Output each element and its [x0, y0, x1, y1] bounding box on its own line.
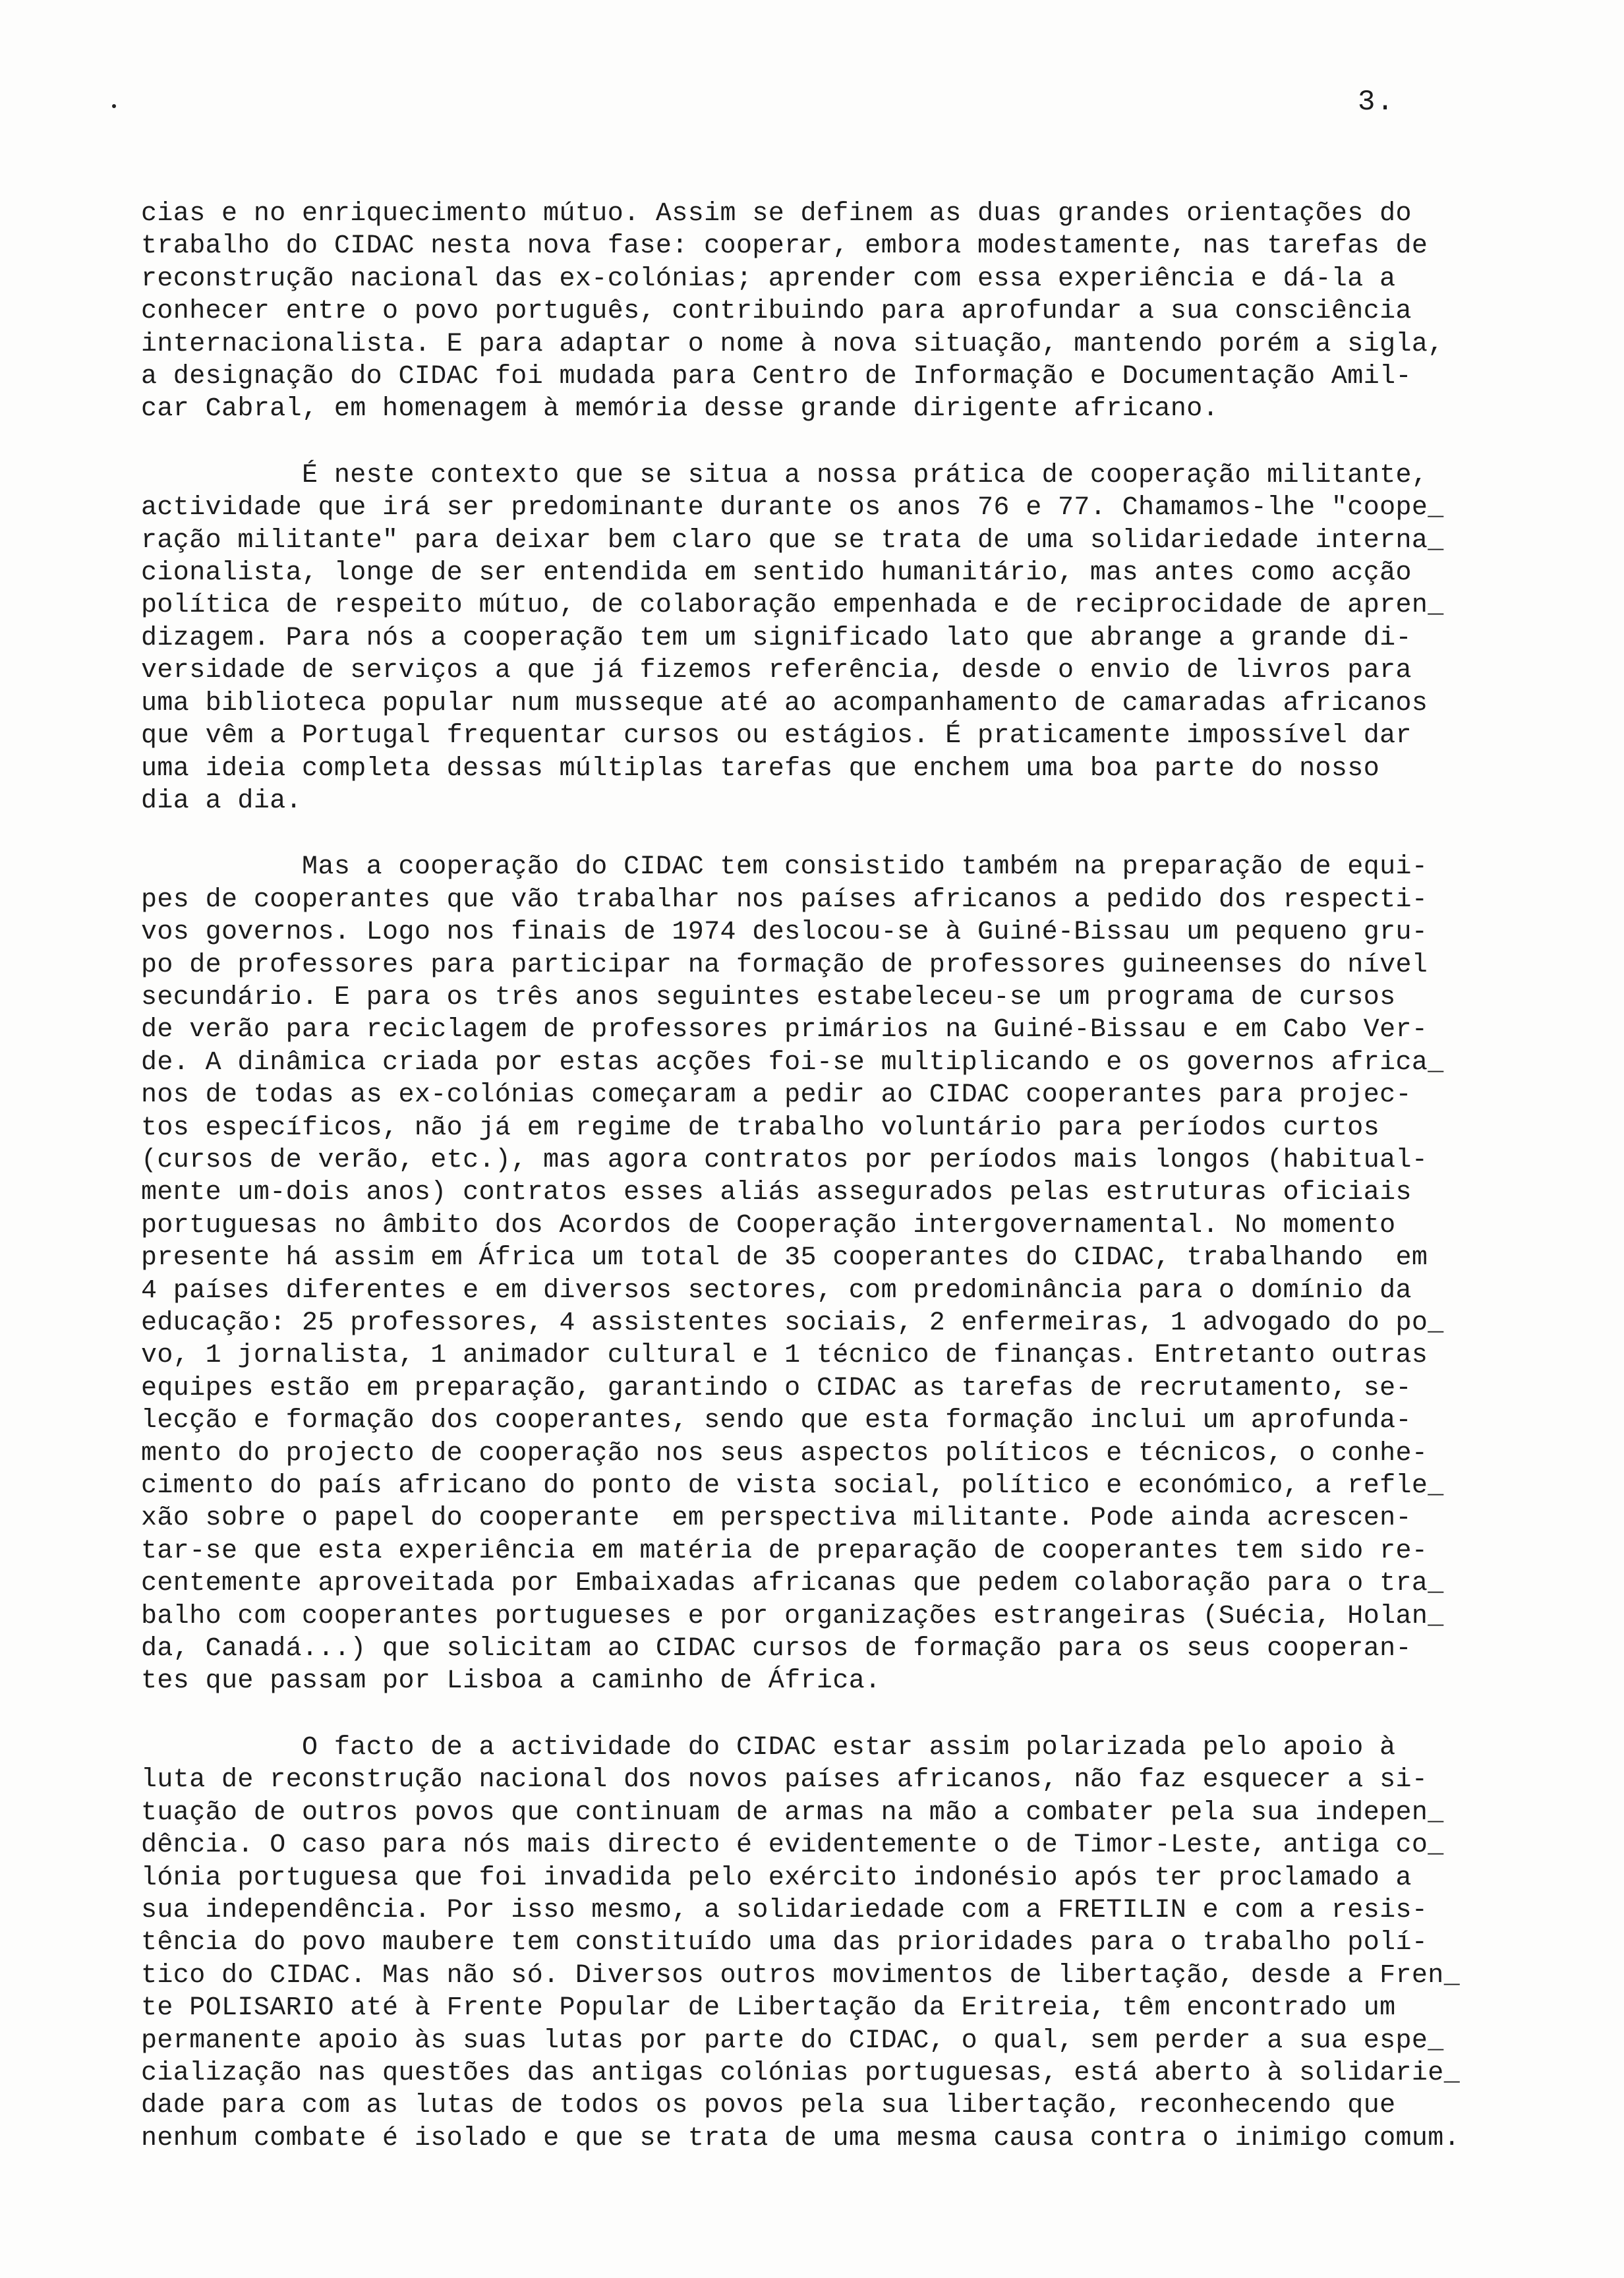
text-line: Mas a cooperação do CIDAC tem consistido também na preparação de equi-	[141, 852, 1428, 883]
text-line: tência do povo maubere tem constituído uma das prioridades para o trabalho polí-	[141, 1928, 1428, 1958]
text-line: lecção e formação dos cooperantes, sendo que esta formação inclui um aprofunda-	[141, 1406, 1412, 1436]
text-line: po de professores para participar na formação de professores guineenses do nível	[141, 950, 1428, 980]
text-line: tico do CIDAC. Mas não só. Diversos outros movimentos de libertação, desde a Fren_	[141, 1960, 1461, 1991]
text-line: de. A dinâmica criada por estas acções foi-se multiplicando e os governos africa_	[141, 1047, 1444, 1078]
text-line: mento do projecto de cooperação nos seus aspectos políticos e técnicos, o conhe-	[141, 1438, 1428, 1469]
text-line: É neste contexto que se situa a nossa prática de cooperação militante,	[141, 460, 1428, 490]
text-line: reconstrução nacional das ex-colónias; aprender com essa experiência e dá-la a	[141, 264, 1396, 294]
text-line: lónia portuguesa que foi invadida pelo exército indonésio após ter proclamado a	[141, 1863, 1412, 1893]
text-line: uma ideia completa dessas múltiplas tarefas que enchem uma boa parte do nosso	[141, 753, 1380, 784]
text-line: equipes estão em preparação, garantindo o CIDAC as tarefas de recrutamento, se-	[141, 1373, 1412, 1403]
text-line: nos de todas as ex-colónias começaram a pedir ao CIDAC cooperantes para projec-	[141, 1080, 1412, 1111]
text-line: sua independência. Por isso mesmo, a solidariedade com a FRETILIN e com a resis-	[141, 1895, 1428, 1925]
paragraph	[141, 459, 1505, 817]
text-line: dência. O caso para nós mais directo é evidentemente o de Timor-Leste, antiga co_	[141, 1830, 1444, 1861]
text-line: (cursos de verão, etc.), mas agora contratos por períodos mais longos (habitual-	[141, 1145, 1428, 1175]
text-line: car Cabral, em homenagem à memória desse grande dirigente africano.	[141, 394, 1219, 424]
text-line: portuguesas no âmbito dos Acordos de Cooperação intergovernamental. No momento	[141, 1210, 1396, 1241]
text-line: cimento do país africano do ponto de vista social, político e económico, a refle_	[141, 1471, 1444, 1502]
text-line: tos específicos, não já em regime de trabalho voluntário para períodos curtos	[141, 1113, 1380, 1143]
text-line: cionalista, longe de ser entendida em sentido humanitário, mas antes como acção	[141, 558, 1412, 589]
text-line: centemente aproveitada por Embaixadas africanas que pedem colaboração para o tra_	[141, 1569, 1444, 1599]
text-line: tuação de outros povos que continuam de armas na mão a combater pela sua indepen_	[141, 1797, 1444, 1828]
text-line: cialização nas questões das antigas colónias portuguesas, está aberto à solidarie_	[141, 2058, 1461, 2088]
text-line: educação: 25 professores, 4 assistentes sociais, 2 enfermeiras, 1 advogado do po_	[141, 1308, 1444, 1338]
text-line: vos governos. Logo nos finais de 1974 deslocou-se à Guiné-Bissau um pequeno gru-	[141, 918, 1428, 948]
text-line: política de respeito mútuo, de colaboração empenhada e de reciprocidade de apren_	[141, 591, 1444, 621]
text-line: presente há assim em África um total de 35 cooperantes do CIDAC, trabalhando em	[141, 1243, 1428, 1273]
text-line: O facto de a actividade do CIDAC estar assim polarizada pelo apoio à	[141, 1732, 1396, 1763]
text-line: cias e no enriquecimento mútuo. Assim se definem as duas grandes orientações do	[141, 199, 1412, 229]
text-line: que vêm a Portugal frequentar cursos ou estágios. É praticamente impossível dar	[141, 721, 1412, 751]
text-line: dade para com as lutas de todos os povos pela sua libertação, reconhecendo que	[141, 2091, 1396, 2121]
page-number: 3.	[1358, 86, 1395, 119]
text-line: te POLISARIO até à Frente Popular de Libertação da Eritreia, têm encontrado um	[141, 1993, 1396, 2024]
text-line: conhecer entre o povo português, contribuindo para aprofundar a sua consciência	[141, 297, 1412, 327]
text-line: internacionalista. E para adaptar o nome à nova situação, mantendo porém a sigla,	[141, 329, 1444, 359]
text-line: de verão para reciclagem de professores primários na Guiné-Bissau e em Cabo Ver-	[141, 1015, 1428, 1045]
text-line: a designação do CIDAC foi mudada para Centro de Informação e Documentação Amil-	[141, 362, 1412, 392]
text-line: 4 países diferentes e em diversos sectores, com predominância para o domínio da	[141, 1275, 1412, 1306]
text-line: tar-se que esta experiência em matéria de preparação de cooperantes tem sido re-	[141, 1536, 1428, 1566]
text-line: actividade que irá ser predominante durante os anos 76 e 77. Chamamos-lhe "coope_	[141, 493, 1444, 523]
text-line: vo, 1 jornalista, 1 animador cultural e 1 técnico de finanças. Entretanto outras	[141, 1341, 1428, 1371]
text-line: mente um-dois anos) contratos esses aliás assegurados pelas estruturas oficiais	[141, 1178, 1412, 1208]
text-line: dizagem. Para nós a cooperação tem um significado lato que abrange a grande di-	[141, 623, 1412, 653]
text-line: permanente apoio às suas lutas por parte do CIDAC, o qual, sem perder a sua espe_	[141, 2026, 1444, 2056]
paragraph	[141, 198, 1505, 426]
text-line: nenhum combate é isolado e que se trata de uma mesma causa contra o inimigo comum.	[141, 2123, 1461, 2153]
paragraph	[141, 1732, 1505, 2155]
text-line: pes de cooperantes que vão trabalhar nos países africanos a pedido dos respecti-	[141, 885, 1428, 915]
paragraph	[141, 851, 1505, 1698]
body-text	[141, 198, 1505, 2155]
text-line: ração militante" para deixar bem claro que se trata de uma solidariedade interna_	[141, 525, 1444, 556]
text-line: versidade de serviços a que já fizemos referência, desde o envio de livros para	[141, 656, 1412, 686]
text-line: secundário. E para os três anos seguintes estabeleceu-se um programa de cursos	[141, 982, 1396, 1012]
text-line: tes que passam por Lisboa a caminho de África.	[141, 1666, 881, 1697]
text-line: trabalho do CIDAC nesta nova fase: cooperar, embora modestamente, nas tarefas de	[141, 231, 1428, 262]
text-line: luta de reconstrução nacional dos novos países africanos, não faz esquecer a si-	[141, 1765, 1428, 1796]
text-line: dia a dia.	[141, 786, 303, 816]
text-line: uma biblioteca popular num musseque até ao acompanhamento de camaradas africanos	[141, 688, 1428, 718]
text-line: da, Canadá...) que solicitam ao CIDAC cursos de formação para os seus cooperan-	[141, 1634, 1412, 1664]
text-line: xão sobre o papel do cooperante em perspectiva militante. Pode ainda acrescen-	[141, 1504, 1412, 1534]
text-line: balho com cooperantes portugueses e por organizações estrangeiras (Suécia, Holan_	[141, 1601, 1444, 1631]
punch-mark	[112, 104, 116, 108]
